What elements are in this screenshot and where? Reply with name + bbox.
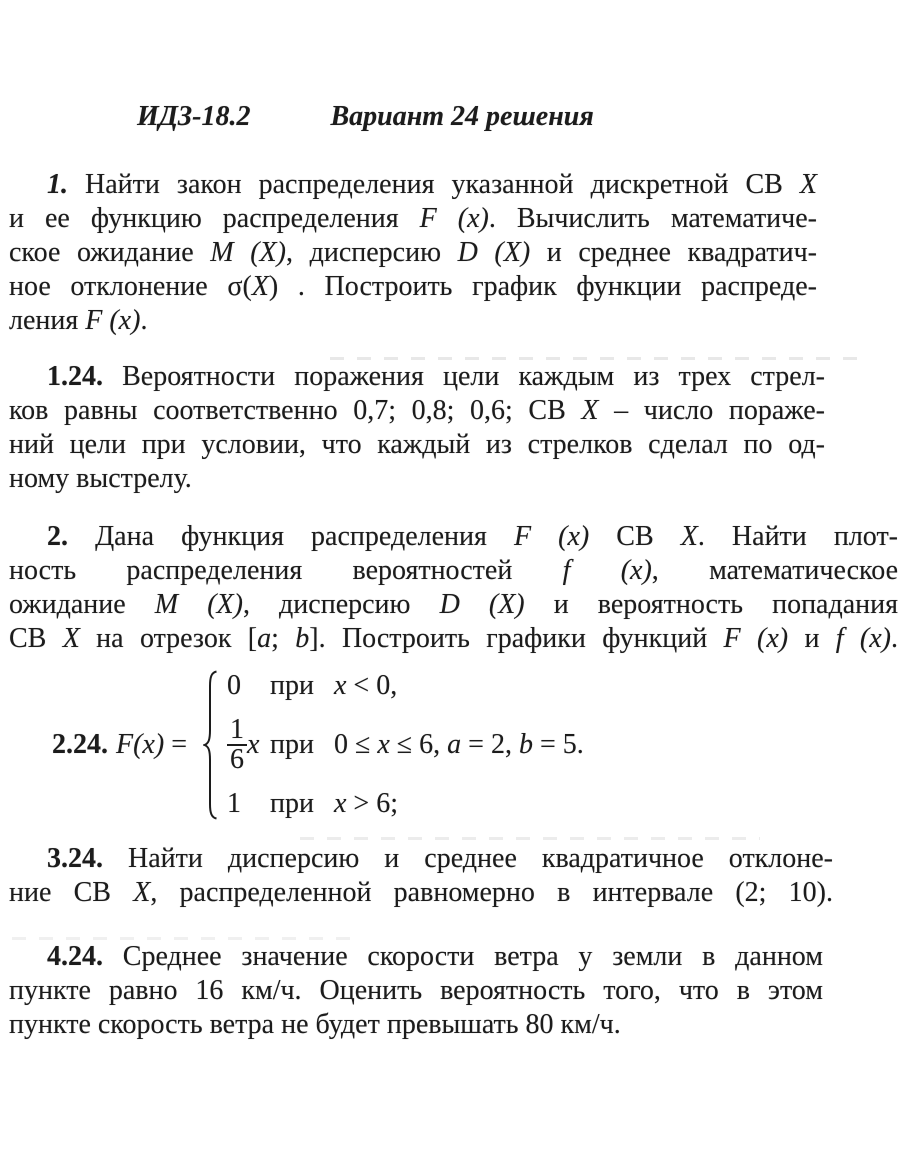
paragraph-task-3-24: [9, 842, 833, 910]
text-line: пункте скорость ветра не будет превышать 80 км/ч.: [9, 1009, 621, 1040]
text-line: пункте равно 16 км/ч. Оценить вероятность того, что в этом: [9, 975, 823, 1006]
curly-brace-icon: [203, 670, 218, 820]
text-line: ному выстрелу.: [9, 463, 192, 494]
variant-label: Вариант 24 решения: [330, 101, 594, 132]
text-line: ков равны соответственно 0,7; 0,8; 0,6; СВ X – число пораже-: [9, 395, 826, 426]
fraction-variable: x: [246, 729, 260, 760]
text-line: ний цели при условии, что каждый из стрелков сделал по од-: [9, 429, 825, 460]
text-line: ожидание M (X), дисперсию D (X) и вероятность попадания: [9, 589, 898, 620]
paragraph-task-1: [9, 168, 817, 338]
fraction-numerator: 1: [227, 717, 247, 746]
text-line: ность распределения вероятностей f (x), математическое: [9, 555, 899, 586]
text-line: и ее функцию распределения F (x). Вычислить математиче-: [9, 203, 817, 234]
paragraph-task-1-24: [9, 360, 825, 496]
formula-case-1: [227, 671, 584, 701]
formula-2-24: [52, 670, 584, 820]
assignment-id: ИДЗ-18.2: [137, 101, 251, 132]
text-line: ления F (x).: [9, 305, 148, 336]
case-keyword: при: [269, 670, 314, 701]
case-condition: x > 6;: [333, 788, 398, 819]
formula-number: 2.24.: [52, 729, 108, 760]
formula-case-2: [227, 714, 584, 775]
case-keyword: при: [269, 729, 314, 760]
text-line: ское ожидание M (X), дисперсию D (X) и среднее квадратич-: [9, 237, 817, 268]
scan-artifact: [300, 837, 760, 840]
document-title: [137, 100, 594, 134]
case-value: [227, 714, 270, 775]
case-condition: x < 0,: [333, 670, 398, 701]
text-line: СВ X на отрезок [a; b]. Построить графики функций F (x) и f (x).: [9, 623, 899, 654]
formula-case-3: [227, 789, 584, 819]
formula-lhs: F(x) =: [116, 729, 187, 760]
paragraph-task-4-24: [9, 940, 823, 1042]
case-value: 1: [226, 788, 241, 819]
formula-cases: [227, 671, 584, 819]
text-line: 1. Найти закон распределения указанной дискретной СВ X: [47, 169, 817, 200]
paragraph-task-2: [9, 520, 898, 656]
text-line: 2. Дана функция распределения F (x) СВ X. Найти плот-: [47, 521, 898, 552]
text-line: 3.24. Найти дисперсию и среднее квадратичное отклоне-: [47, 843, 833, 874]
fraction-one-sixth: [227, 714, 247, 775]
text-line: ное отклонение σ(X) . Построить график функции распреде-: [9, 271, 817, 302]
text-line: ние СВ X, распределенной равномерно в интервале (2; 10).: [9, 877, 833, 908]
text-line: 1.24. Вероятности поражения цели каждым из трех стрел-: [47, 361, 825, 392]
case-value: 0: [226, 670, 241, 701]
case-condition: 0 ≤ x ≤ 6, a = 2, b = 5.: [333, 729, 584, 760]
text-line: 4.24. Среднее значение скорости ветра у земли в данном: [47, 941, 823, 972]
fraction-denominator: 6: [229, 744, 244, 775]
case-keyword: при: [269, 788, 314, 819]
